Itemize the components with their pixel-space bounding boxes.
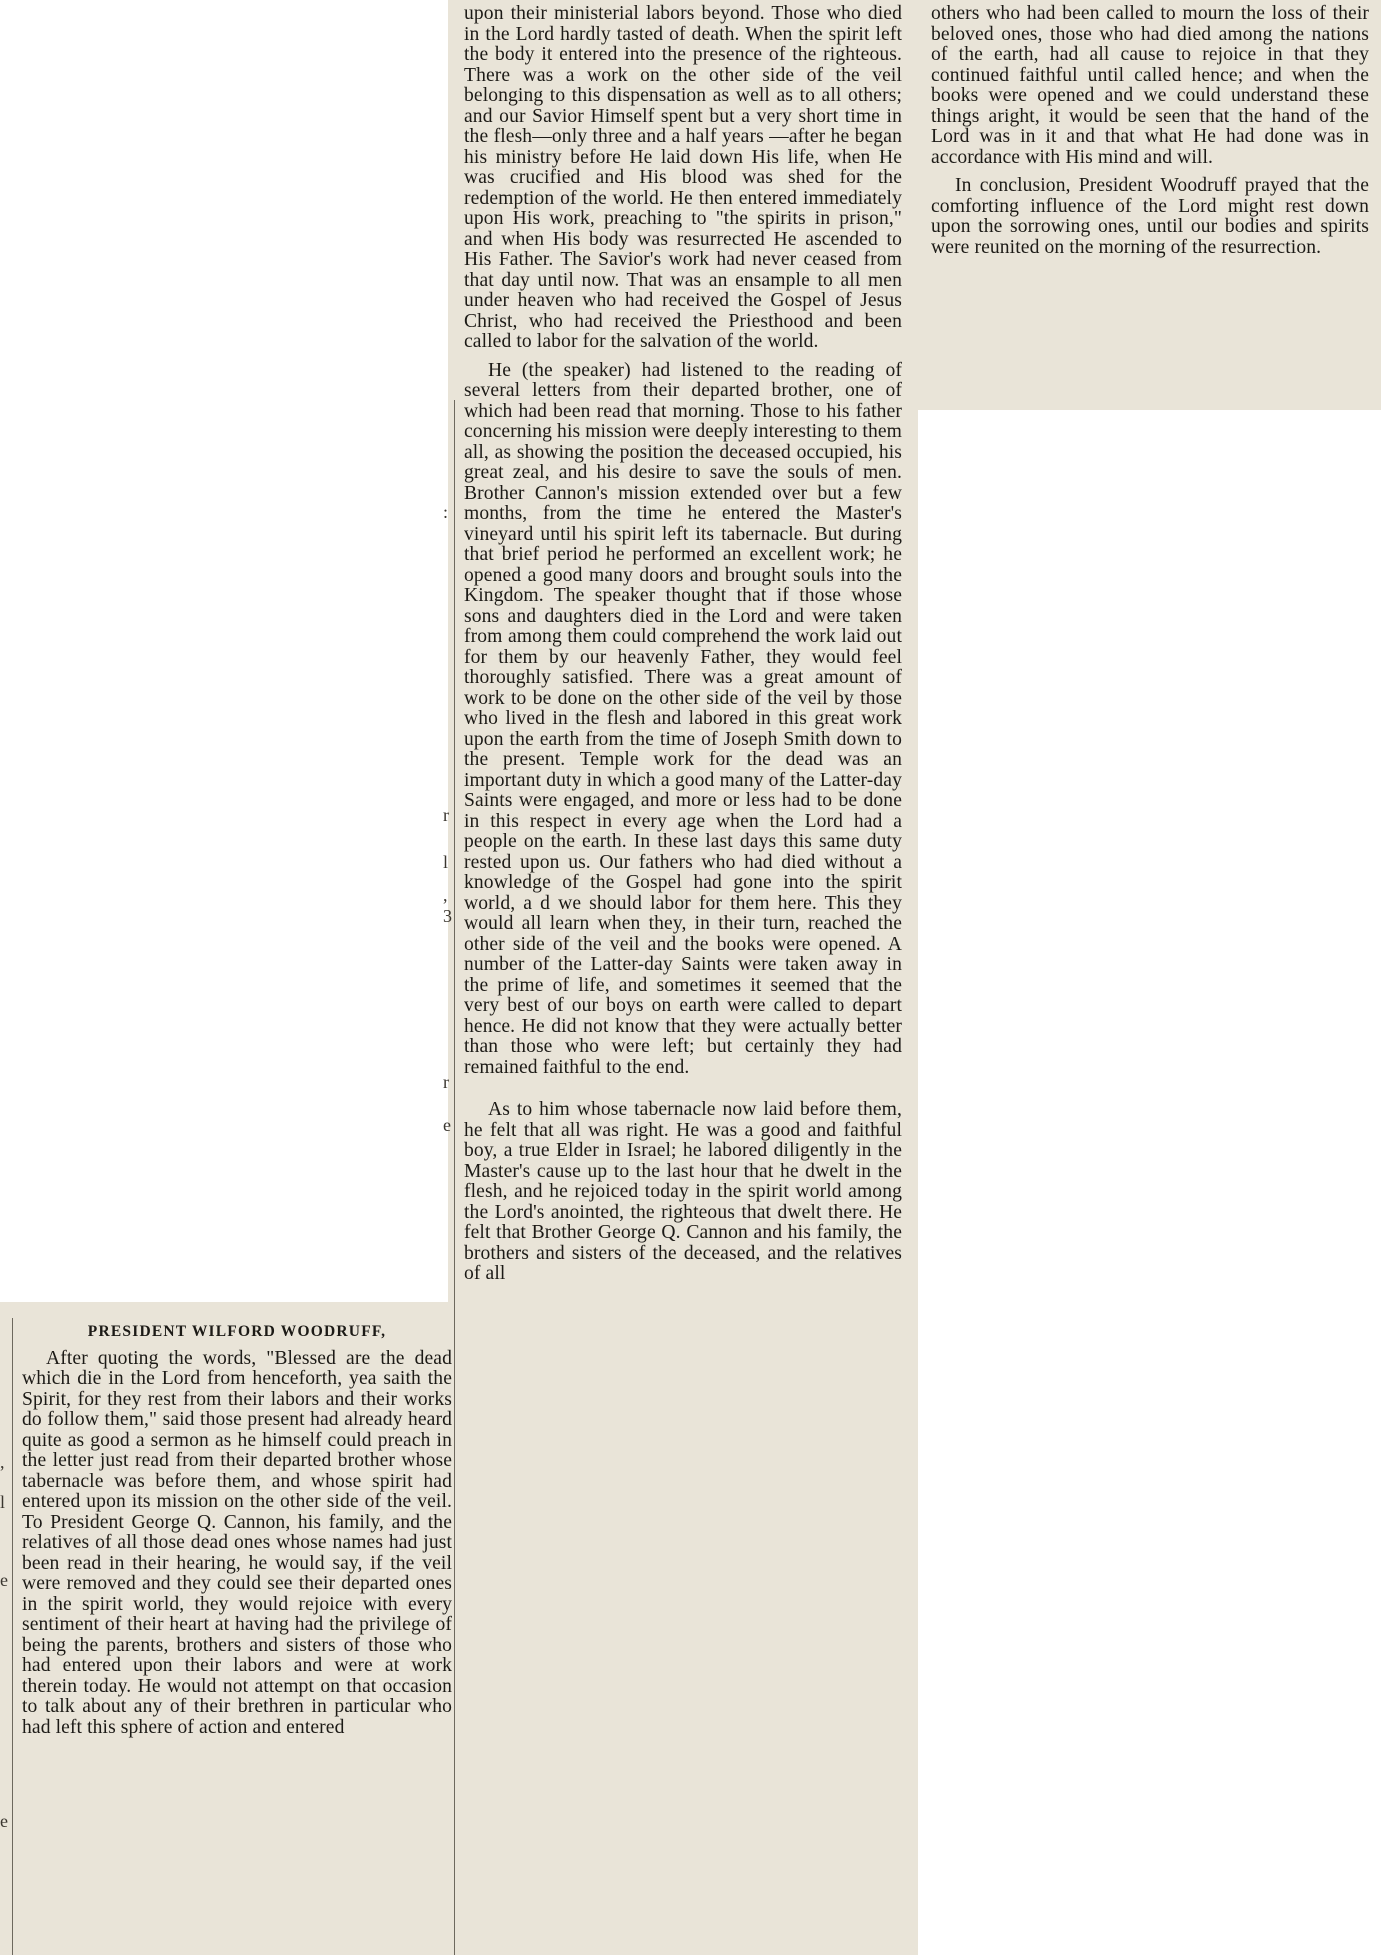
- margin-fragment: r: [443, 805, 449, 825]
- margin-fragment: l: [0, 1492, 6, 1512]
- column-rule-left: [12, 1318, 13, 1955]
- margin-fragment: e: [0, 1811, 8, 1831]
- paragraph: He (the speaker) had listened to the reading of several letters from their departed brother, one of which had been read that morning. Those to his father concerning his mission were deeply interesting to them all, as showing the position the deceased occupied, his great zeal, and his desire to save the souls of men. Brother Cannon's mission extended over but a few months, from the time he entered the Master's vineyard until his spirit left its tabernacle. But during that brief period he performed an excellent work; he opened a good many doors and brought souls into the Kingdom. The speaker thought that if those whose sons and daughters died in the Lord and were taken from among them could comprehend the work laid out for them by our heavenly Father, they would feel thoroughly satisfied. There was a great amount of work to be done on the other side of the veil by those who lived in the flesh and labored in this great work upon the earth from the time of Joseph Smith down to the present. Temple work for the dead was an important duty in which a good many of the Latter-day Saints were engaged, and more or less had to be done in this respect in every age when the Lord had a people on the earth. In these last days this same duty rested upon us. Our fathers who had died without a knowledge of the Gospel had gone into the spirit world, a d we should labor for them here. This they would all learn when they, in their turn, reached the other side of the veil and the books were opened. A number of the Latter-day Saints were taken away in the prime of life, and sometimes it seemed that the very best of our boys on earth were called to depart hence. He did not know that they were actually better than those who were left; but certainly they had remained faithful to the end.: [464, 359, 902, 1078]
- margin-fragment: :: [443, 502, 449, 522]
- paragraph: As to him whose tabernacle now laid before them, he felt that all was right. He was a good and faithful boy, a true Elder in Israel; he labored diligently in the Master's cause up to the last hour that he dwelt in the flesh, and he rejoiced today in the spirit world among the Lord's anointed, the righteous that dwelt there. He felt that Brother George Q. Cannon and his family, the brothers and sisters of the deceased, and the relatives of all: [464, 1099, 902, 1284]
- article-column-middle: [464, 4, 902, 1285]
- paragraph: others who had been called to mourn the loss of their beloved ones, those who had died among the nations of the earth, had all cause to rejoice in that they continued faithful until called hence; and when the books were opened and we could understand these things aright, it would be seen that the hand of the Lord was in it and that what He had done was in accordance with His mind and will.: [931, 3, 1369, 168]
- margin-fragment: ,: [443, 885, 448, 905]
- margin-fragment: e: [0, 1570, 8, 1590]
- margin-fragment: r: [443, 1072, 449, 1092]
- margin-fragment: ,: [0, 1452, 5, 1472]
- paragraph: upon their ministerial labors beyond. Those who died in the Lord hardly tasted of death. When the spirit left the body it entered into the presence of the righteous. There was a work on the other side of the veil belonging to this dispensation as well as to all others; and our Savior Himself spent but a very short time in the flesh—only three and a half years —after he began his ministry before He laid down His life, when He was crucified and His blood was shed for the redemption of the world. He then entered immediately upon His work, preaching to "the spirits in prison," and when His body was resurrected He ascended to His Father. The Savior's work had never ceased from that day until now. That was an ensample to all men under heaven who had received the Gospel of Jesus Christ, who had received the Priesthood and been called to labor for the salvation of the world.: [464, 3, 902, 352]
- margin-fragment: e: [443, 1115, 451, 1135]
- article-column-left: [22, 1322, 452, 1738]
- article-heading: PRESIDENT WILFORD WOODRUFF,: [87, 1323, 387, 1340]
- paragraph: After quoting the words, "Blessed are the dead which die in the Lord from henceforth, yea saith the Spirit, for they rest from their labors and their works do follow them," said those present had already heard quite as good a sermon as he himself could preach in the letter just read from their departed brother whose tabernacle was before them, and whose spirit had entered upon its mission on the other side of the veil. To President George Q. Cannon, his family, and the relatives of all those dead ones whose names had just been read in their hearing, he would say, if the veil were removed and they could see their departed ones in the spirit world, they would rejoice with every sentiment of their heart at having had the privilege of being the parents, brothers and sisters of those who had entered upon their labors and were at work therein today. He would not attempt on that occasion to talk about any of their brethren in particular who had left this sphere of action and entered: [22, 1347, 452, 1738]
- margin-fragment: l: [443, 852, 449, 872]
- column-rule: [454, 400, 455, 1955]
- paragraph: In conclusion, President Woodruff prayed that the comforting influence of the Lord might rest down upon the sorrowing ones, until our bodies and spirits were reunited on the morning of the resurrection.: [931, 175, 1369, 258]
- article-column-right: [931, 4, 1369, 258]
- margin-fragment: 3: [443, 906, 452, 926]
